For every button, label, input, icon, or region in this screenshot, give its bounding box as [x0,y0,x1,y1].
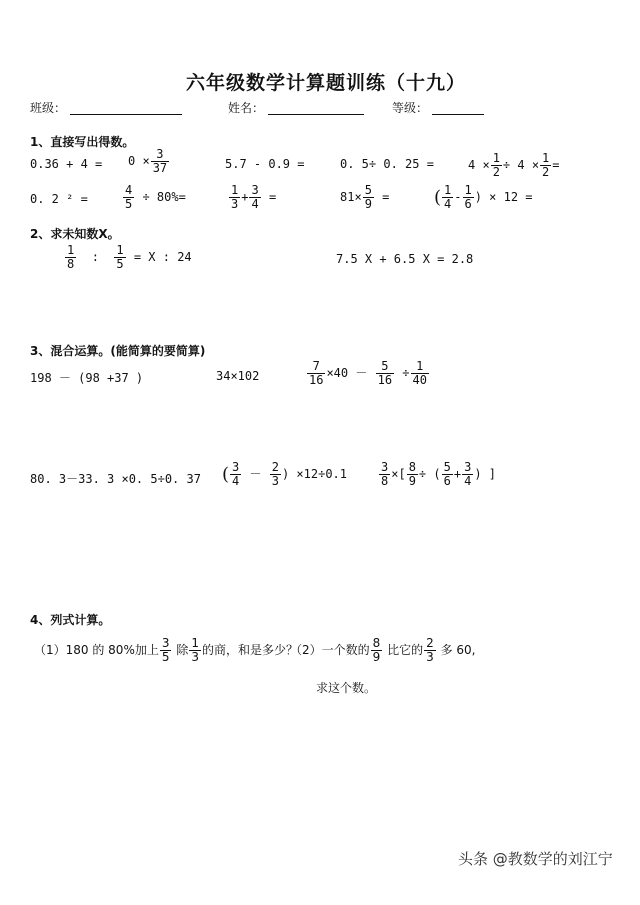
section-1-heading: 1、直接写出得数。 [30,135,135,149]
s4-problem-2-line-2: 求这个数。 [316,681,377,695]
grade-blank [432,114,484,115]
s1-exercise-3: 5.7 - 0.9 = [225,157,305,171]
class-field [30,99,182,116]
name-label: 姓名： [228,101,265,115]
section-4-heading: 4、列式计算。 [30,613,111,627]
s1-exercise-2: 0 × $\frac{3}{37}$ [128,147,168,175]
s3-exercise-1: 198 － (98 +37 ) [30,371,144,385]
class-blank [70,114,182,115]
s3-exercise-6: $\frac{3}{8}$ ×[ $\frac{8}{9}$ ÷ ( $\frac{5}{6}$ + $\frac{3}{4}$ ) ] [381,460,496,488]
s4-problem-1: （1）180 的 80%加上 $\frac{3}{5}$ 除 $\frac{1}{3}$ 的商，和是多少？ [34,636,298,664]
name-blank [268,114,364,115]
s2-exercise-1: $\frac{1}{8}$ : $\frac{1}{5}$ = X : 24 [67,243,192,271]
section-2-heading: 2、求未知数X。 [30,227,120,241]
watermark: 头条 @教数学的刘江宁 [458,850,613,868]
s3-exercise-3: $\frac{7}{16}$ ×40 － $\frac{5}{16}$ ÷ $\frac{1}{40}$ [309,359,427,387]
s1-exercise-7: $\frac{4}{5}$ ÷ 80%= [125,183,186,211]
s3-exercise-5: ( $\frac{3}{4}$ － $\frac{2}{3}$ ) ×12÷0.1 [222,460,348,488]
s1-exercise-9: 81× $\frac{5}{9}$ = [340,183,390,211]
s3-exercise-2: 34×102 [216,369,260,383]
name-field [228,99,364,116]
section-3-heading: 3、混合运算。(能简算的要简算) [30,344,206,358]
s1-exercise-1: 0.36 + 4 = [30,157,103,171]
s3-exercise-4: 80. 3－33. 3 ×0. 5÷0. 37 [30,472,201,486]
grade-label: 等级： [392,101,429,115]
s1-exercise-5: 4 × $\frac{1}{2}$ ÷ 4 × $\frac{1}{2}$ = [468,151,560,179]
s4-problem-2: （2）一个数的 $\frac{8}{9}$ 比它的 $\frac{2}{3}$ 多 60, [290,636,476,664]
page-title: 六年级数学计算题训练（十九） [186,72,467,94]
class-label: 班级： [30,101,67,115]
s1-exercise-6: 0. 2 ² = [30,192,88,206]
s1-exercise-4: 0. 5÷ 0. 25 = [340,157,434,171]
s1-exercise-8: $\frac{1}{3}$ + $\frac{3}{4}$ = [231,183,277,211]
grade-field [392,99,484,116]
s2-exercise-2: 7.5 X + 6.5 X = 2.8 [336,252,474,266]
s1-exercise-10: ( $\frac{1}{4}$ - $\frac{1}{6}$ ) × 12 = [434,183,533,211]
